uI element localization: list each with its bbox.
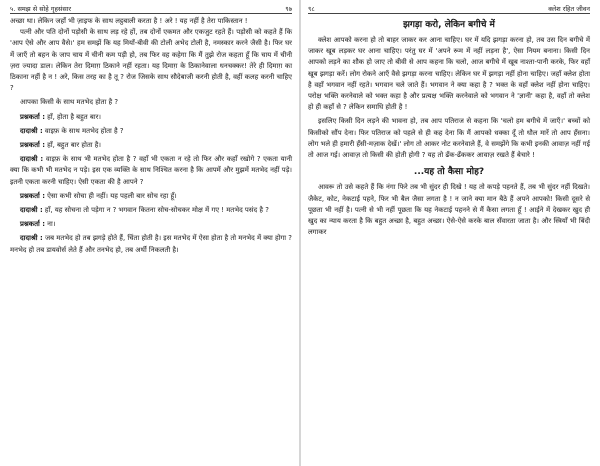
- left-page-body: [10, 16, 292, 256]
- dialogue-text: हाँ, होता है बहुत बार।: [47, 112, 102, 121]
- speaker-label: दादाश्री :: [20, 234, 43, 243]
- dialogue-line-2: [10, 126, 292, 137]
- dialogue-line-7: [10, 219, 292, 230]
- dialogue-text: जब मतभेद हो तब झगड़े होते हैं, चिंता होती है। इस मतभेद में ऐसा होता है तो मनभेद में क्या होगा ? मनभेद हो तब डायवोर्स लेते हैं और तनभेद हो, तब अर्थी निकलती है।: [10, 234, 292, 254]
- dialogue-text: वाइफ़ के साथ मतभेद होता है ?: [44, 126, 124, 135]
- right-paragraph-3: आवरू तो उसे कहते हैं कि नंगा फिरे तब भी सुंदर ही दिखे ! यह तो कपड़े पहनते हैं, तब भी सुंदर नहीं दिखते। जैकेट, कोट, नेकटाई पहने, फिर भी बैल जैसा लगता है ! न जाने क्या मान बैठे हैं अपने आपको! किसी दूसरे से पूछता भी नहीं है। पत्नी से भी नहीं पूछता कि यह नेकटाई पहनने से मैं कैसा लगता हूँ ! आईने में देखकर खुद ही खुद का न्याय करता है कि बहुत अच्छा है, बहुत अच्छा। ऐसे-ऐसे करके बाल सँवारता जाता है। और स्त्रियाँ भी बिंदी लगाकर: [308, 183, 590, 237]
- dialogue-line-5: [10, 191, 292, 202]
- dialogue-line-3: [10, 140, 292, 151]
- speaker-label: दादाश्री :: [20, 206, 43, 215]
- dialogue-line-1: [10, 112, 292, 123]
- section-heading-2: ...यह तो कैसा मोह?: [413, 167, 485, 178]
- dialogue-text: हाँ, यह सोचना तो पड़ेगा न ? भगवान कितना सोच-सोचकर मोक्ष में गए ! मतभेद पसंद है ?: [44, 206, 269, 215]
- left-running-title: ५. समझ से सोहे गृहसंसार: [10, 5, 72, 13]
- right-page-number: ९८: [308, 5, 315, 13]
- right-running-title: क्लेश रहित जीवन: [548, 5, 590, 13]
- right-page: [300, 0, 600, 466]
- dialogue-text: ना।: [47, 220, 56, 229]
- speaker-label: दादाश्री :: [20, 126, 43, 135]
- right-page-body: [308, 35, 590, 238]
- right-paragraph-1: क्लेश आपको करना हो तो बाहर जाकर कर आना चाहिए। घर में यदि झगड़ा करना हो, तब उस दिन बगीचे में जाकर खूब लड़कर घर आना चाहिए। परंतु घर में 'अपने रूम में नहीं लड़ना है', ऐसा नियम बनाना। किसी दिन आपको लड़ने का शौक हो जाए तो बीवी से आप कहना कि चलो, आज बगीचे में खूब नाश्ता-पानी करके, फिर वहाँ खूब झगड़ा करें। लोग रोकने आएँ वैसे झगड़ा करना चाहिए। लेकिन घर में झगड़ा नहीं होना चाहिए। जहाँ क्लेश होता है वहाँ भगवान नहीं रहते। भगवान चले जाते हैं। भगवान ने क्या कहा है ? भक्त के वहाँ क्लेश नहीं होना चाहिए। परोक्ष भक्ति करनेवाले को भक्त कहा है और प्रत्यक्ष भक्ति करनेवाले को भगवान ने 'ज्ञानी' कहा है, वहाँ तो क्लेश हो ही कहाँ से ? लेकिन समाधि होती है !: [308, 36, 590, 112]
- right-paragraph-2: इसलिए किसी दिन लड़ने की भावना हो, तब आप पतिराज से कहना कि 'चलो हम बगीचे में जाएँ।' बच्चों को किसीको सौंप देना। फिर पतिराज को पहले से ही कह देना कि मैं आपको धक्का दूँ तो धौल मारें तो आप हँसना। लोग भले ही हमारी हँसी-मज़ाक देखें।' लोग तो आकर नोट करनेवाले हैं, वे समझेंगे कि कभी इनकी आवाज़ नहीं गई तो आज गई। आवाज़ तो किसी की होती होगी ? यह तो ढँक-ढँककर आवाज़ रखते हैं बेचारे !: [308, 117, 590, 160]
- left-page-number: ९७: [285, 5, 292, 13]
- section-heading-1: झगड़ा करो, लेकिन बगीचे में: [403, 20, 495, 30]
- dialogue-text: हाँ, बहुत बार होता है।: [47, 141, 102, 150]
- speaker-label: दादाश्री :: [20, 155, 44, 164]
- dialogue-text: वाइफ़ के साथ भी मतभेद होता है ? वहाँ भी एकता न रहे तो फिर और कहाँ रखोगे ? एकता यानी क्या कि कभी भी मतभेद न पड़े। इस एक व्यक्ति के साथ निश्चित करना है कि आपमें और मुझमें मतभेद नहीं पड़े। इतनी एकता करनी चाहिए। ऐसी एकता की है आपने ?: [10, 155, 293, 186]
- dialogue-line-4: [10, 154, 292, 188]
- left-question-line: आपका किसी के साथ मतभेद होता है ?: [20, 98, 119, 107]
- speaker-label: प्रश्नकर्ता :: [20, 220, 45, 229]
- left-paragraph-1: अच्छा था। लेकिन जहाँ भी ज़ाइफ के साथ लट्ठबाली करता है ! अरे ! यह नहीं है तेरा पाकिस्तान !: [10, 17, 248, 25]
- dialogue-line-6: [10, 205, 292, 216]
- speaker-label: प्रश्नकर्ता :: [20, 112, 45, 121]
- speaker-label: प्रश्नकर्ता :: [20, 141, 45, 150]
- book-gutter: [299, 0, 301, 466]
- left-page-header: [10, 4, 292, 14]
- right-page-header: [308, 4, 590, 14]
- left-paragraph-2: पत्नी और पति दोनों पड़ोसी के साथ लड़ रहे हों, तब दोनों एकमत और एकजुट रहते हैं। पड़ोसी को कहते हैं कि 'आप ऐसे और आप वैसे।' हम समझें कि यह मियाँ-बीवी की टोली अभेद टोली है, नमस्कार करने जैसी है। फिर घर में जाएँ तो बहन के जाप चाय में चीनी कम पड़ी हो, तब फिर वह कहेगा कि मैं तुझे रोज कहता हूँ कि चाय में चीनी ज़रा ज्यादा डाल। लेकिन तेरा दिमाग़ ठिकाने नहीं रहता। यह दिमाग़ के ठिकानेवाला धनचक्कर! तेरे ही दिमाग़ का ठिकाना नहीं है न ! अरे, किस तरह का है तू ? रोज जिसके साथ सौदेबाजी करनी होती है, वहीं कलह करनी चाहिए ?: [10, 28, 292, 93]
- dialogue-text: ऐसा कभी सोचा ही नहीं। यह पहली बार सोच रहा हूँ।: [47, 191, 177, 200]
- speaker-label: प्रश्नकर्ता :: [20, 191, 45, 200]
- dialogue-line-8: [10, 233, 292, 255]
